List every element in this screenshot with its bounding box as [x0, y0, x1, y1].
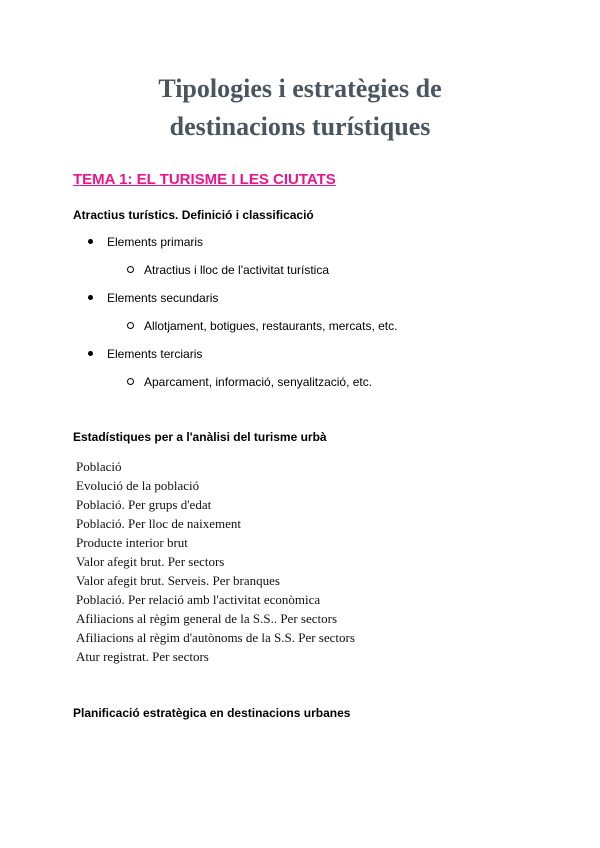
bullet-item-primary — [88, 235, 203, 249]
subbullet-label: Allotjament, botigues, restaurants, mercats, etc. — [144, 319, 398, 333]
subbullet-label: Aparcament, informació, senyalització, etc. — [144, 375, 373, 389]
bullet-dot-icon — [88, 351, 93, 356]
subbullet-label: Atractius i lloc de l'activitat turística — [144, 263, 330, 277]
bullet-item-tertiary — [88, 347, 202, 361]
list-item: Població. Per relació amb l'activitat econòmica — [76, 592, 321, 607]
bullet-circle-icon — [127, 322, 134, 329]
statistics-heading: Estadístiques per a l'anàlisi del turisme urbà — [73, 430, 327, 444]
planning-heading: Planificació estratègica en destinacions urbanes — [73, 706, 351, 720]
list-item: Evolució de la població — [76, 478, 200, 493]
statistics-list — [76, 457, 355, 666]
section-heading: TEMA 1: EL TURISME I LES CIUTATS — [73, 171, 336, 188]
bullet-item-secondary — [88, 291, 218, 305]
list-item: Afiliacions al règim d'autònoms de la S.S. Per sectors — [76, 630, 355, 645]
list-item: Població — [76, 459, 122, 474]
bullet-label: Elements secundaris — [107, 291, 219, 305]
list-item: Població. Per grups d'edat — [76, 497, 212, 512]
page-title-line1: Tipologies i estratègies de — [158, 74, 442, 103]
bullet-circle-icon — [127, 266, 134, 273]
bullet-dot-icon — [88, 239, 93, 244]
list-item: Afiliacions al règim general de la S.S.. Per sectors — [76, 611, 338, 626]
subbullet-item-primary — [127, 263, 329, 277]
subbullet-item-secondary — [127, 319, 397, 333]
subbullet-item-tertiary — [127, 375, 372, 389]
bullet-dot-icon — [88, 295, 93, 300]
bullet-label: Elements terciaris — [107, 347, 203, 361]
list-item: Valor afegit brut. Per sectors — [76, 554, 225, 569]
bullet-label: Elements primaris — [107, 235, 204, 249]
list-item: Població. Per lloc de naixement — [76, 516, 241, 531]
attractions-heading: Atractius turístics. Definició i classificació — [73, 208, 314, 222]
list-item: Valor afegit brut. Serveis. Per branques — [76, 573, 280, 588]
list-item: Atur registrat. Per sectors — [76, 649, 209, 664]
list-item: Producte interior brut — [76, 535, 188, 550]
page-title-line2: destinacions turístiques — [169, 112, 431, 141]
page-title — [0, 70, 600, 146]
bullet-circle-icon — [127, 378, 134, 385]
